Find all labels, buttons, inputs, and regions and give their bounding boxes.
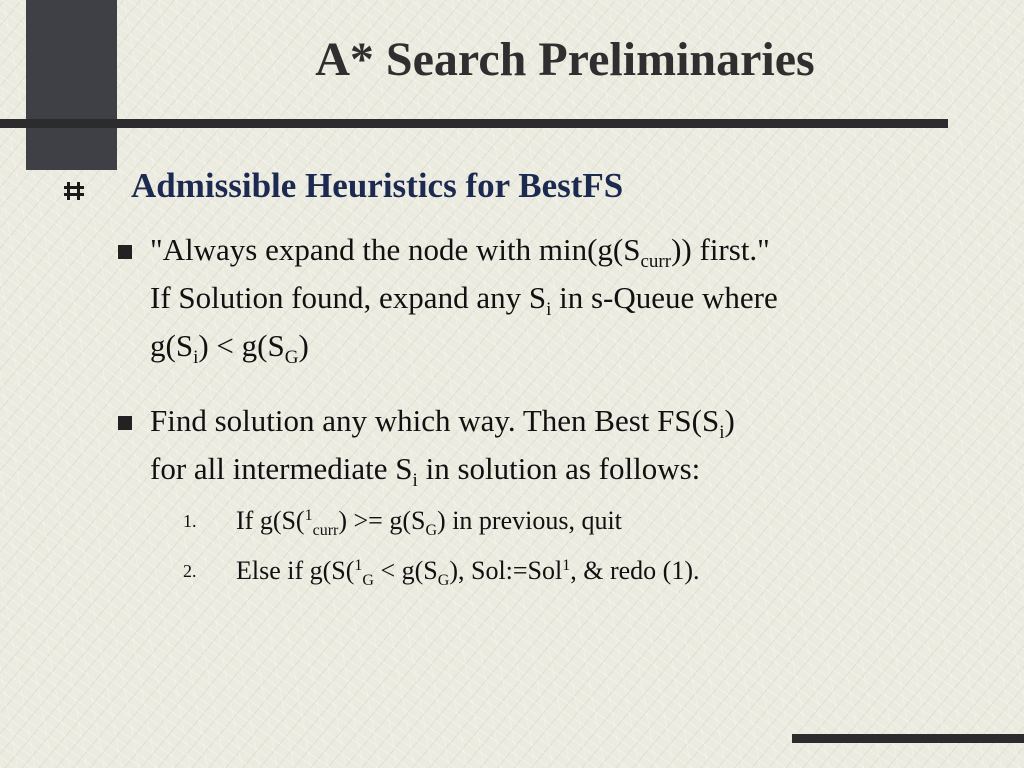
title-rule — [0, 119, 948, 128]
slide-title: A* Search Preliminaries — [315, 33, 815, 86]
bullet-2-line-2: for all intermediate $S_i$ in solution as follows: — [150, 451, 701, 491]
numbered-item-2: Else if $g(S(^1_G < g(S_G)$, Sol:=Sol$^1$, & redo (1). — [236, 556, 700, 589]
numbered-item-1: If $g(S(^1_{curr}) >= g(S_G)$ in previous, quit — [236, 506, 622, 539]
footer-rule — [792, 734, 1024, 743]
section-heading: Admissible Heuristics for BestFS — [131, 166, 624, 205]
bullet-2-line-1: Find solution any which way. Then Best $FS(S_i)$ — [150, 403, 735, 443]
square-bullet-icon — [118, 416, 132, 430]
hash-square-icon — [63, 180, 85, 202]
bullet-1-line-3: $g(S_i) < g(S_G)$ — [150, 328, 309, 368]
corner-accent-block — [26, 0, 117, 170]
bullet-1-line-1: "Always expand the node with $\min(g(S_{curr}))$ first." — [150, 232, 770, 272]
list-number-2: 2. — [183, 561, 197, 581]
bullet-1-line-2: If Solution found, expand any $S_i$ in s-Queue where — [150, 280, 778, 320]
square-bullet-icon — [118, 245, 132, 259]
list-number-1: 1. — [183, 511, 197, 531]
